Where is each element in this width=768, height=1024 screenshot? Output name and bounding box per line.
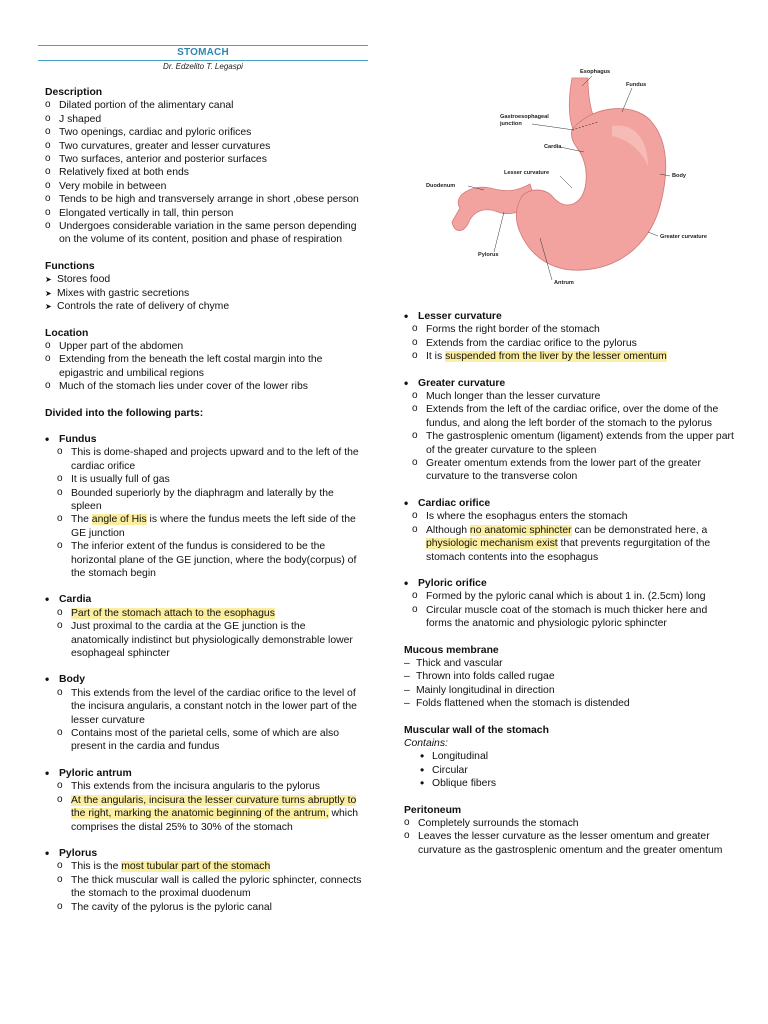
text-run: Although bbox=[426, 524, 470, 536]
label-pylorus: Pylorus bbox=[478, 252, 499, 258]
list-item: o Contains most of the parietal cells, some of which are also present in the cardia and fundus bbox=[57, 727, 365, 754]
highlighted-text: At the angularis, incisura the lesser curvature turns abruptly to the right, marking the anatomic beginning of the antrum, bbox=[71, 794, 357, 820]
page-title: STOMACH bbox=[177, 47, 229, 58]
list-item: o Undergoes considerable variation in the same person depending on the volume of its content, position and phase of respiration bbox=[45, 220, 365, 247]
cardiac-orifice-part bbox=[404, 497, 734, 564]
mucous-membrane-list bbox=[404, 657, 734, 711]
pyloric-orifice-part bbox=[404, 577, 734, 631]
list-item: o Bounded superiorly by the diaphragm and laterally by the spleen bbox=[57, 487, 365, 514]
antrum-list bbox=[57, 780, 365, 834]
highlighted-text: most tubular part of the stomach bbox=[121, 861, 271, 873]
list-item: o Elongated vertically in tall, thin person bbox=[45, 207, 365, 220]
fundus-part bbox=[45, 433, 365, 580]
list-item: – Folds flattened when the stomach is distended bbox=[404, 697, 734, 710]
list-item: o The thick muscular wall is called the pyloric sphincter, connects the stomach to the proximal duodenum bbox=[57, 874, 365, 901]
label-cardia: Cardia bbox=[544, 144, 562, 150]
cardia-part bbox=[45, 593, 365, 660]
muscular-wall-section bbox=[404, 724, 734, 791]
stomach-shape bbox=[452, 78, 666, 270]
list-item: – Thick and vascular bbox=[404, 657, 734, 670]
list-item: o Tends to be high and transversely arrange in short ,obese person bbox=[45, 193, 365, 206]
list-item: o This extends from the level of the cardiac orifice to the level of the incisura angularis, a constant notch in the lower part of the lesser curvature bbox=[57, 687, 365, 727]
label-antrum: Antrum bbox=[554, 280, 574, 286]
mucous-membrane-section bbox=[404, 644, 734, 711]
cardiac-orifice-list bbox=[412, 510, 734, 564]
text-run: It is bbox=[426, 351, 446, 363]
text-run: can be demonstrated here, a bbox=[571, 524, 708, 536]
label-body: Body bbox=[672, 173, 686, 179]
highlighted-text: Part of the stomach attach to the esophagus bbox=[71, 607, 275, 619]
antrum-part bbox=[45, 767, 365, 834]
body-part bbox=[45, 673, 365, 753]
list-item: o Much longer than the lesser curvature bbox=[412, 390, 734, 403]
text-run: is where the fundus meets the left side of the GE junction bbox=[71, 514, 356, 539]
list-item bbox=[412, 350, 734, 363]
lesser-curvature-list bbox=[412, 323, 734, 363]
mucous-membrane-heading: Mucous membrane bbox=[404, 644, 499, 656]
cardia-title: • Cardia bbox=[45, 593, 365, 606]
list-item: o It is usually full of gas bbox=[57, 473, 365, 486]
label-fundus: Fundus bbox=[626, 82, 647, 88]
list-item: o Extends from the cardiac orifice to the pylorus bbox=[412, 337, 734, 350]
list-item: o Extends from the left of the cardiac orifice, over the dome of the fundus, and along the left border of the stomach to the pylorus bbox=[412, 403, 734, 430]
stomach-diagram bbox=[412, 56, 742, 296]
list-item: o Greater omentum extends from the lower part of the greater curvature to the transverse colon bbox=[412, 457, 734, 484]
text-run: which comprises the distal 25% to 30% of the stomach bbox=[71, 808, 359, 833]
location-heading: Location bbox=[45, 327, 89, 339]
list-item: o Two curvatures, greater and lesser curvatures bbox=[45, 140, 365, 153]
location-list bbox=[45, 340, 365, 394]
description-section bbox=[45, 86, 365, 247]
label-ge-junction-1: Gastroesophageal bbox=[500, 114, 549, 120]
text-run: that prevents regurgitation of the stomach contents into the esophagus bbox=[426, 538, 711, 563]
list-item bbox=[57, 794, 365, 834]
text-run: This is the bbox=[71, 861, 122, 873]
list-item: o Extending from the beneath the left costal margin into the epigastric and umbilical regions bbox=[45, 353, 365, 380]
peritoneum-section bbox=[404, 804, 734, 858]
list-item: • Oblique fibers bbox=[404, 777, 734, 790]
header-rule-middle bbox=[38, 60, 368, 61]
fundus-title: • Fundus bbox=[45, 433, 365, 446]
parts-heading: Divided into the following parts: bbox=[45, 407, 204, 419]
list-item: ➤ Stores food bbox=[45, 273, 365, 286]
list-item: o Dilated portion of the alimentary canal bbox=[45, 99, 365, 112]
peritoneum-heading: Peritoneum bbox=[404, 804, 462, 816]
list-item: o Two surfaces, anterior and posterior surfaces bbox=[45, 153, 365, 166]
body-list bbox=[57, 687, 365, 754]
cardia-list bbox=[57, 607, 365, 661]
highlighted-text: physiologic mechanism exist bbox=[426, 538, 558, 550]
list-item: o Formed by the pyloric canal which is about 1 in. (2.5cm) long bbox=[412, 590, 734, 603]
list-item: o J shaped bbox=[45, 113, 365, 126]
list-item bbox=[57, 860, 365, 873]
pylorus-list bbox=[57, 860, 365, 914]
pylorus-part bbox=[45, 847, 365, 914]
description-heading: Description bbox=[45, 87, 103, 98]
parts-section bbox=[45, 407, 365, 420]
list-item: o This extends from the incisura angularis to the pylorus bbox=[57, 780, 365, 793]
author-line: Dr. Edzelito T. Legaspi bbox=[163, 62, 243, 71]
description-list bbox=[45, 99, 365, 246]
right-column bbox=[404, 310, 734, 870]
list-item: o Much of the stomach lies under cover of the lower ribs bbox=[45, 380, 365, 393]
list-item: o Just proximal to the cardia at the GE junction is the anatomically indistinct but physiologically demonstrable lower esophageal sphincter bbox=[57, 620, 365, 660]
list-item: o This is dome-shaped and projects upward and to the left of the cardiac orifice bbox=[57, 446, 365, 473]
list-item: • Longitudinal bbox=[404, 750, 734, 763]
muscular-wall-list bbox=[404, 750, 734, 790]
list-item: – Mainly longitudinal in direction bbox=[404, 684, 734, 697]
pyloric-orifice-list bbox=[412, 590, 734, 630]
contains-text: Contains bbox=[404, 737, 446, 749]
greater-curvature-list bbox=[412, 390, 734, 484]
antrum-title: • Pyloric antrum bbox=[45, 767, 365, 780]
list-item bbox=[57, 513, 365, 540]
label-ge-junction-2: junction bbox=[500, 121, 522, 127]
list-item: o Very mobile in between bbox=[45, 180, 365, 193]
list-item: o The cavity of the pylorus is the pyloric canal bbox=[57, 901, 365, 914]
fundus-list bbox=[57, 446, 365, 580]
body-title: • Body bbox=[45, 673, 365, 686]
lesser-curvature-title: • Lesser curvature bbox=[404, 310, 734, 323]
functions-heading: Functions bbox=[45, 260, 95, 272]
header-rule-top bbox=[38, 45, 368, 46]
highlighted-text: no anatomic sphincter bbox=[469, 524, 572, 536]
greater-curvature-title: • Greater curvature bbox=[404, 377, 734, 390]
left-column bbox=[45, 86, 365, 927]
greater-curvature-part bbox=[404, 377, 734, 484]
muscular-wall-heading: Muscular wall of the stomach bbox=[404, 724, 549, 736]
list-item: • Circular bbox=[404, 764, 734, 777]
list-item: o Circular muscle coat of the stomach is much thicker here and forms the anatomic and physiologic pyloric sphincter bbox=[412, 604, 734, 631]
functions-section bbox=[45, 260, 365, 314]
label-esophagus: Esophagus bbox=[580, 69, 611, 75]
highlighted-text: angle of His bbox=[91, 514, 147, 526]
list-item: o Upper part of the abdomen bbox=[45, 340, 365, 353]
cardiac-orifice-title: • Cardiac orifice bbox=[404, 497, 734, 510]
list-item: o The gastrosplenic omentum (ligament) extends from the upper part of the greater curvature to the spleen bbox=[412, 430, 734, 457]
location-section bbox=[45, 327, 365, 394]
list-item: o Leaves the lesser curvature as the lesser omentum and greater curvature as the gastrosplenic omentum and the greater omentum bbox=[404, 830, 734, 857]
list-item: ➤ Mixes with gastric secretions bbox=[45, 287, 365, 300]
list-item: o Two openings, cardiac and pyloric orifices bbox=[45, 126, 365, 139]
pylorus-title: • Pylorus bbox=[45, 847, 365, 860]
list-item: o The inferior extent of the fundus is considered to be the horizontal plane of the GE junction, where the body(corpus) of the stomach begin bbox=[57, 540, 365, 580]
list-item: – Thrown into folds called rugae bbox=[404, 670, 734, 683]
functions-list bbox=[45, 273, 365, 313]
highlighted-text: suspended from the liver by the lesser omentum bbox=[445, 351, 667, 363]
list-item: o Is where the esophagus enters the stomach bbox=[412, 510, 734, 523]
list-item: o Forms the right border of the stomach bbox=[412, 323, 734, 336]
peritoneum-list bbox=[404, 817, 734, 857]
list-item: ➤ Controls the rate of delivery of chyme bbox=[45, 300, 365, 313]
contains-label: Contains: bbox=[404, 737, 448, 749]
pyloric-orifice-title: • Pyloric orifice bbox=[404, 577, 734, 590]
list-item: o Relatively fixed at both ends bbox=[45, 166, 365, 179]
label-lesser-curvature: Lesser curvature bbox=[504, 170, 550, 176]
label-duodenum: Duodenum bbox=[426, 183, 456, 189]
label-greater-curvature: Greater curvature bbox=[660, 234, 707, 240]
list-item: o Completely surrounds the stomach bbox=[404, 817, 734, 830]
lesser-curvature-part bbox=[404, 310, 734, 364]
text-run: The bbox=[71, 514, 92, 526]
list-item bbox=[412, 524, 734, 564]
list-item bbox=[57, 607, 365, 620]
